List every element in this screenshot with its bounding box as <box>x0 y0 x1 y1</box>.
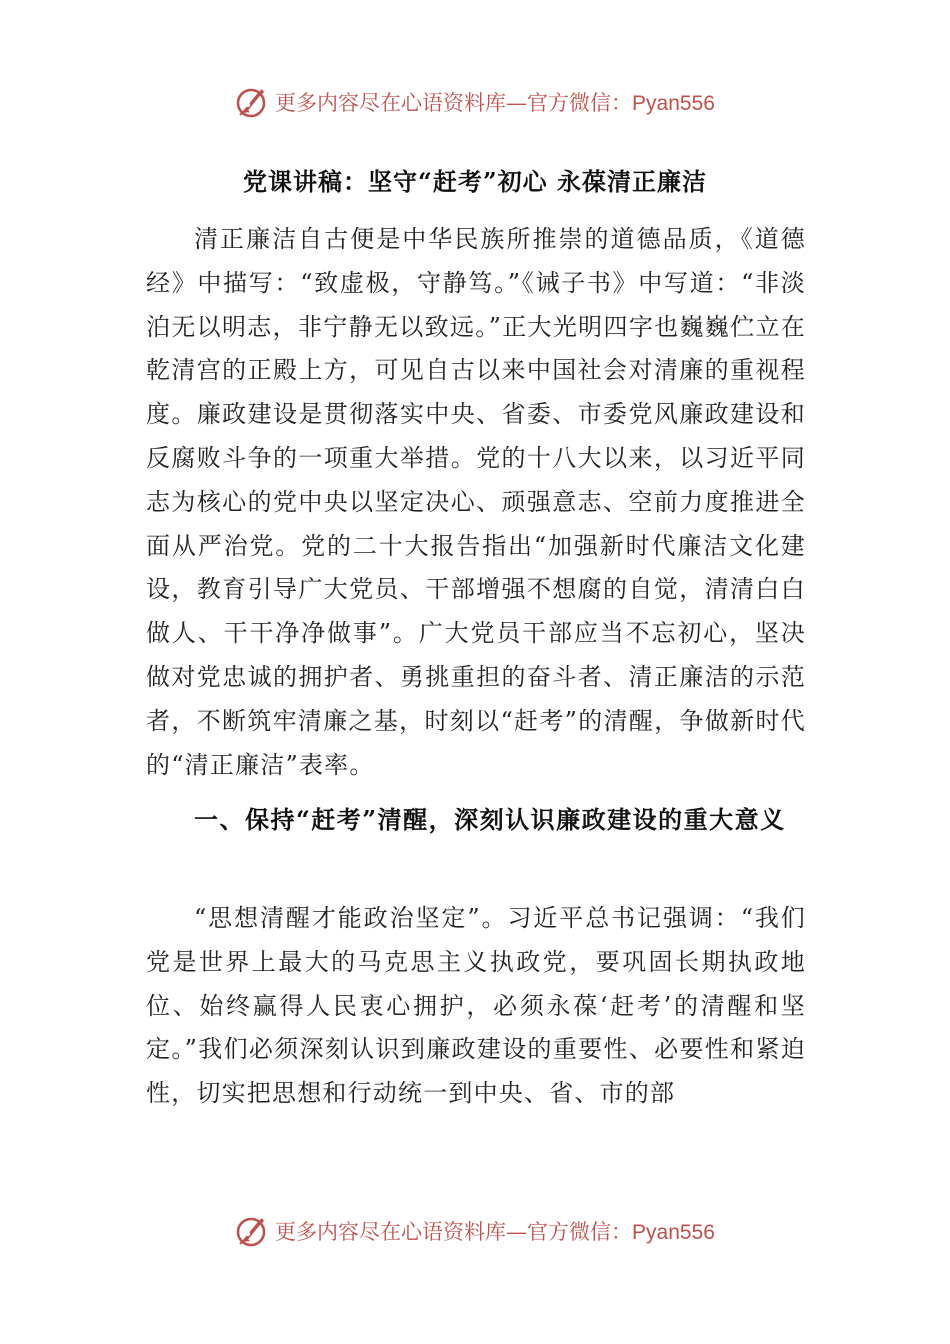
section-heading-1: 一、保持“赶考”清醒，深刻认识廉政建设的重大意义 <box>194 805 786 834</box>
paragraph-section-1: “思想清醒才能政治坚定”。习近平总书记强调：“我们党是世界上最大的马克思主义执政党，要巩固长期执政地位、始终赢得人民衷心拥护，必须永葆‘赶考’的清醒和坚定。”我们必须深刻认识到廉政建设的重要性、必要性和紧迫性，切实把思想和行动统一到中央、省、市的部 <box>146 904 806 1108</box>
document-title: 党课讲稿：坚守“赶考”初心 永葆清正廉洁 <box>243 167 707 196</box>
banner-wechat-id: Pyan556 <box>632 1221 715 1244</box>
banner-wechat-id: Pyan556 <box>632 92 715 115</box>
footer-banner <box>0 1211 950 1251</box>
banner-label: 更多内容尽在心语资料库—官方微信： <box>275 1220 633 1244</box>
paragraph-intro: 清正廉洁自古便是中华民族所推崇的道德品质，《道德经》中描写：“致虚极，守静笃。”《诫子书》中写道：“非淡泊无以明志，非宁静无以致远。”正大光明四字也巍巍伫立在乾清宫的正殿上方，可见自古以来中国社会对清廉的重视程度。廉政建设是贯彻落实中央、省委、市委党风廉政建设和反腐败斗争的一项重大举措。党的十八大以来，以习近平同志为核心的党中央以坚定决心、顽强意志、空前力度推进全面从严治党。党的二十大报告指出“加强新时代廉洁文化建设，教育引导广大党员、干部增强不想腐的自觉，清清白白做人、干干净净做事”。广大党员干部应当不忘初心，坚决做对党忠诚的拥护者、勇挑重担的奋斗者、清正廉洁的示范者，不断筑牢清廉之基，时刻以“赶考”的清醒，争做新时代的“清正廉洁”表率。 <box>146 225 806 779</box>
banner-text <box>275 1216 715 1246</box>
body-section-1 <box>146 897 806 1116</box>
banner-label: 更多内容尽在心语资料库—官方微信： <box>275 91 633 115</box>
pen-nib-circle-icon <box>235 1214 269 1248</box>
body-section-intro <box>146 218 806 787</box>
banner-text <box>275 87 715 117</box>
pen-nib-circle-icon <box>235 85 269 119</box>
header-banner <box>0 82 950 122</box>
